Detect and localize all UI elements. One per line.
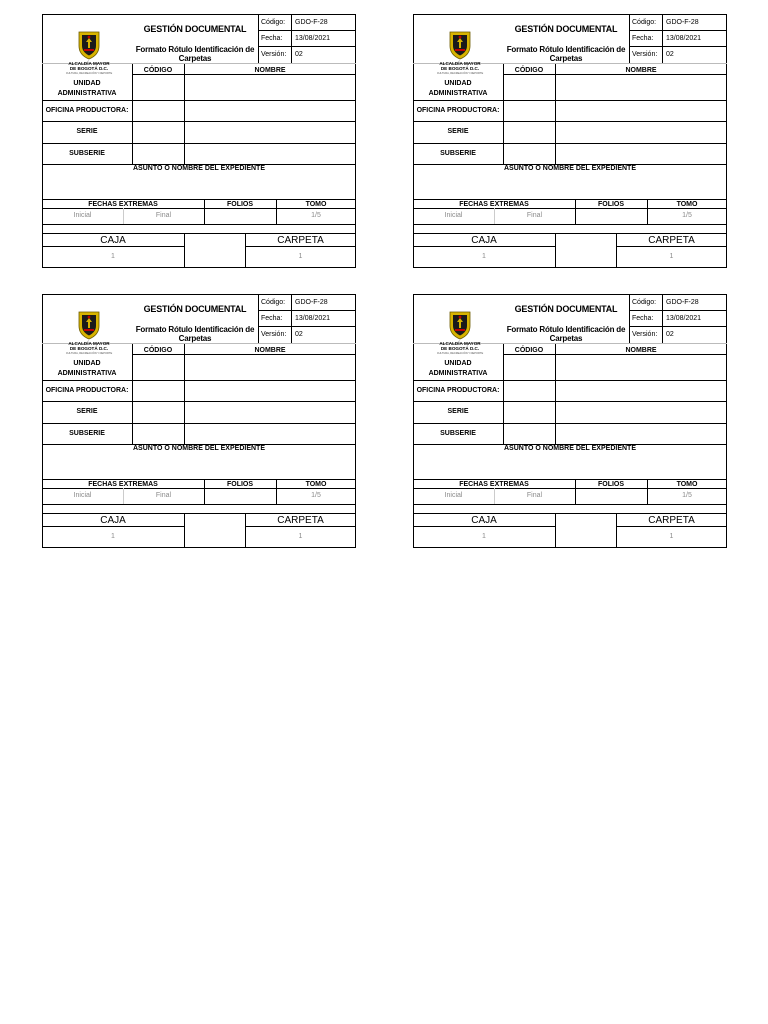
tomo-label: TOMO [676, 481, 698, 488]
alcaldia-logo [431, 30, 489, 75]
header-title: GESTIÓN DOCUMENTAL [143, 304, 247, 314]
version-label: Versión: [632, 331, 658, 338]
folios-label: FOLIOS [226, 481, 254, 488]
caja-value: 1 [111, 533, 115, 540]
fecha-inicial-value: Inicial [444, 212, 463, 219]
fecha-inicial-value: Inicial [73, 492, 92, 499]
alcaldia-logo [60, 310, 118, 355]
fechas-extremas-label: FECHAS EXTREMAS [88, 481, 158, 488]
caja-label: CAJA [471, 235, 497, 246]
subserie-label: SUBSERIE [440, 430, 476, 437]
carpeta-label: CARPETA [648, 515, 695, 526]
serie-label: SERIE [76, 408, 98, 415]
coat-of-arms-icon [77, 310, 101, 340]
caja-value: 1 [111, 253, 115, 260]
logo-line-2: DE BOGOTÁ D.C. [69, 65, 109, 71]
fecha-value: 13/08/2021 [295, 35, 331, 42]
header-subtitle-line-2: Carpetas [549, 334, 583, 343]
tomo-value: 1/5 [311, 492, 321, 499]
alcaldia-logo [431, 310, 489, 355]
nombre-column-header: NOMBRE [625, 67, 657, 74]
unidad-label-line-1: UNIDAD [444, 80, 472, 87]
folios-label: FOLIOS [226, 201, 254, 208]
carpeta-value: 1 [298, 253, 303, 260]
codigo-column-header: CÓDIGO [143, 347, 173, 354]
version-label: Versión: [261, 51, 287, 58]
header-title: GESTIÓN DOCUMENTAL [143, 24, 247, 34]
tomo-value: 1/5 [682, 212, 692, 219]
fecha-final-value: Final [155, 492, 172, 499]
fecha-label: Fecha: [632, 315, 654, 322]
logo-line-2: DE BOGOTÁ D.C. [440, 65, 480, 71]
header-title: GESTIÓN DOCUMENTAL [514, 24, 618, 34]
serie-label: SERIE [447, 408, 469, 415]
oficina-productora-label: OFICINA PRODUCTORA: [416, 107, 500, 114]
unidad-label-line-2: ADMINISTRATIVA [57, 370, 117, 377]
fecha-final-value: Final [526, 212, 543, 219]
subserie-label: SUBSERIE [69, 150, 105, 157]
folder-label-1 [42, 14, 356, 268]
fecha-value: 13/08/2021 [666, 315, 702, 322]
header-subtitle-line-1: Formato Rótulo Identificación de [506, 325, 626, 334]
carpeta-value: 1 [298, 533, 303, 540]
serie-label: SERIE [447, 128, 469, 135]
tomo-value: 1/5 [311, 212, 321, 219]
logo-line-2: DE BOGOTÁ D.C. [69, 345, 109, 351]
fecha-label: Fecha: [261, 35, 283, 42]
unidad-label-line-1: UNIDAD [444, 360, 472, 367]
logo-line-2: DE BOGOTÁ D.C. [440, 345, 480, 351]
version-label: Versión: [632, 51, 658, 58]
logo-line-3: CULTURA, RECREACIÓN Y DEPORTE [436, 71, 484, 75]
version-value: 02 [666, 331, 674, 338]
header-subtitle-line-2: Carpetas [549, 54, 583, 63]
unidad-label-line-1: UNIDAD [73, 360, 101, 367]
coat-of-arms-icon [448, 30, 472, 60]
fechas-extremas-label: FECHAS EXTREMAS [88, 201, 158, 208]
coat-of-arms-icon [77, 30, 101, 60]
codigo-label: Código: [632, 19, 657, 26]
codigo-value: GDO-F-28 [666, 299, 699, 306]
tomo-label: TOMO [305, 481, 327, 488]
logo-line-3: CULTURA, RECREACIÓN Y DEPORTE [436, 351, 484, 355]
codigo-value: GDO-F-28 [295, 19, 328, 26]
subserie-label: SUBSERIE [69, 430, 105, 437]
fecha-value: 13/08/2021 [295, 315, 331, 322]
logo-line-3: CULTURA, RECREACIÓN Y DEPORTE [65, 351, 113, 355]
header-subtitle-line-2: Carpetas [178, 54, 212, 63]
oficina-productora-label: OFICINA PRODUCTORA: [45, 107, 129, 114]
version-label: Versión: [261, 331, 287, 338]
fechas-extremas-label: FECHAS EXTREMAS [459, 201, 529, 208]
fecha-inicial-value: Inicial [444, 492, 463, 499]
header-subtitle-line-1: Formato Rótulo Identificación de [506, 45, 626, 54]
caja-value: 1 [482, 533, 486, 540]
codigo-label: Código: [632, 299, 657, 306]
nombre-column-header: NOMBRE [254, 347, 286, 354]
nombre-column-header: NOMBRE [625, 347, 657, 354]
folder-label-2 [413, 14, 727, 268]
caja-label: CAJA [100, 235, 126, 246]
caja-value: 1 [482, 253, 486, 260]
unidad-label-line-2: ADMINISTRATIVA [57, 90, 117, 97]
asunto-label: ASUNTO O NOMBRE DEL EXPEDIENTE [504, 165, 636, 172]
logo-line-1: ALCALDÍA MAYOR [439, 61, 481, 66]
carpeta-label: CARPETA [277, 235, 324, 246]
folder-label-4 [413, 294, 727, 548]
fecha-inicial-value: Inicial [73, 212, 92, 219]
carpeta-label: CARPETA [277, 515, 324, 526]
header-subtitle-line-1: Formato Rótulo Identificación de [135, 45, 255, 54]
fecha-label: Fecha: [632, 35, 654, 42]
subserie-label: SUBSERIE [440, 150, 476, 157]
codigo-label: Código: [261, 19, 286, 26]
version-value: 02 [295, 331, 303, 338]
caja-label: CAJA [100, 515, 126, 526]
asunto-label: ASUNTO O NOMBRE DEL EXPEDIENTE [133, 165, 265, 172]
asunto-label: ASUNTO O NOMBRE DEL EXPEDIENTE [133, 445, 265, 452]
logo-line-3: CULTURA, RECREACIÓN Y DEPORTE [65, 71, 113, 75]
version-value: 02 [295, 51, 303, 58]
serie-label: SERIE [76, 128, 98, 135]
folios-label: FOLIOS [597, 201, 625, 208]
oficina-productora-label: OFICINA PRODUCTORA: [45, 387, 129, 394]
oficina-productora-label: OFICINA PRODUCTORA: [416, 387, 500, 394]
nombre-column-header: NOMBRE [254, 67, 286, 74]
unidad-label-line-2: ADMINISTRATIVA [428, 370, 488, 377]
caja-label: CAJA [471, 515, 497, 526]
tomo-value: 1/5 [682, 492, 692, 499]
header-subtitle-line-2: Carpetas [178, 334, 212, 343]
logo-line-1: ALCALDÍA MAYOR [68, 61, 110, 66]
asunto-label: ASUNTO O NOMBRE DEL EXPEDIENTE [504, 445, 636, 452]
version-value: 02 [666, 51, 674, 58]
fecha-final-value: Final [155, 212, 172, 219]
fecha-label: Fecha: [261, 315, 283, 322]
folios-label: FOLIOS [597, 481, 625, 488]
fecha-final-value: Final [526, 492, 543, 499]
carpeta-label: CARPETA [648, 235, 695, 246]
alcaldia-logo [60, 30, 118, 75]
unidad-label-line-1: UNIDAD [73, 80, 101, 87]
header-subtitle-line-1: Formato Rótulo Identificación de [135, 325, 255, 334]
logo-line-1: ALCALDÍA MAYOR [68, 341, 110, 346]
fechas-extremas-label: FECHAS EXTREMAS [459, 481, 529, 488]
fecha-value: 13/08/2021 [666, 35, 702, 42]
coat-of-arms-icon [448, 310, 472, 340]
codigo-column-header: CÓDIGO [514, 347, 544, 354]
codigo-value: GDO-F-28 [295, 299, 328, 306]
logo-line-1: ALCALDÍA MAYOR [439, 341, 481, 346]
tomo-label: TOMO [305, 201, 327, 208]
codigo-column-header: CÓDIGO [514, 67, 544, 74]
codigo-column-header: CÓDIGO [143, 67, 173, 74]
folder-label-3 [42, 294, 356, 548]
carpeta-value: 1 [669, 253, 674, 260]
unidad-label-line-2: ADMINISTRATIVA [428, 90, 488, 97]
header-title: GESTIÓN DOCUMENTAL [514, 304, 618, 314]
carpeta-value: 1 [669, 533, 674, 540]
codigo-value: GDO-F-28 [666, 19, 699, 26]
codigo-label: Código: [261, 299, 286, 306]
tomo-label: TOMO [676, 201, 698, 208]
